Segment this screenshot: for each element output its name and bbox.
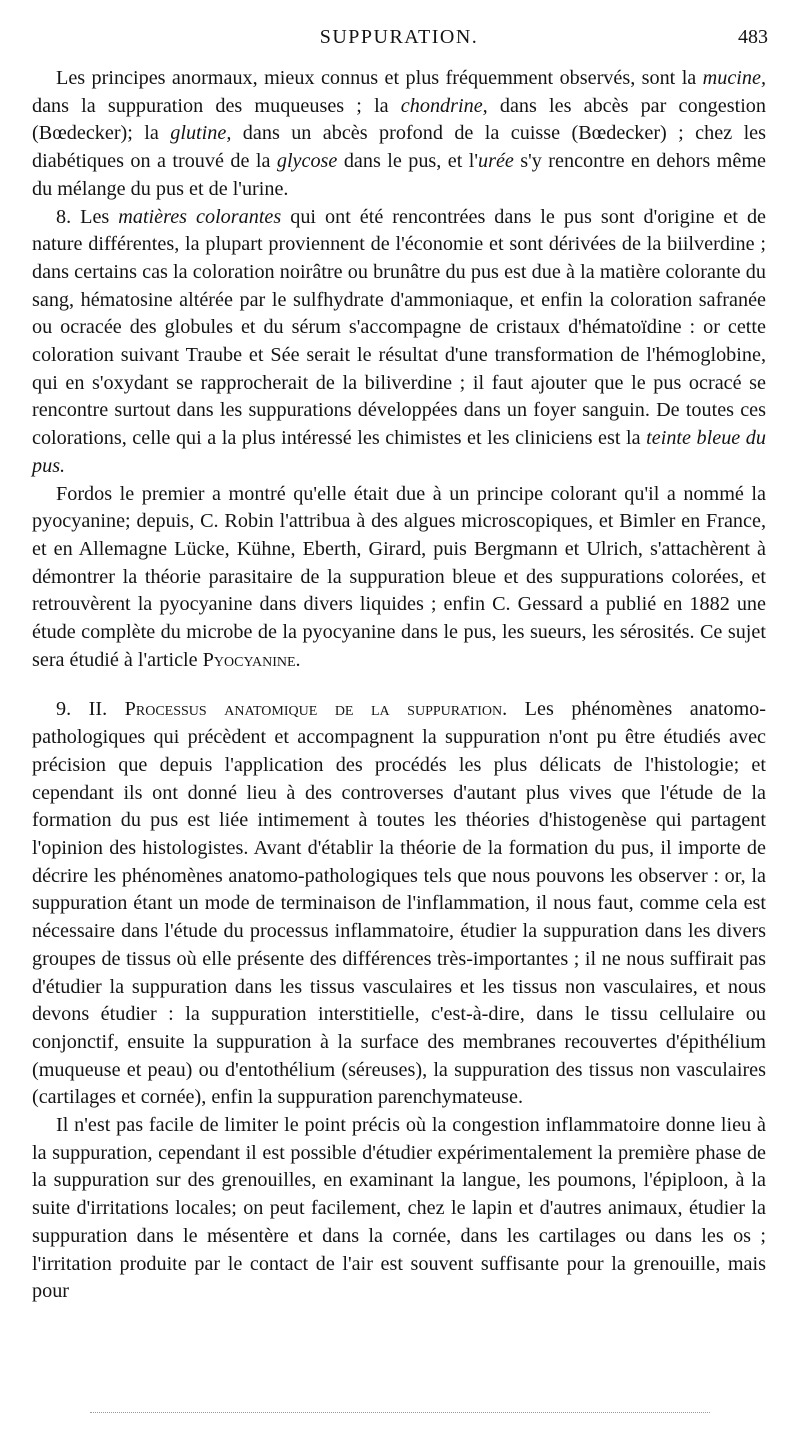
term-glycose: glycose: [276, 150, 338, 173]
paragraph-experimental-study: Il n'est pas facile de limiter le point précis où la congestion inflammatoire donne lieu à la suppuration, cependant il est possible d'étudier expérimentalement la première phase de la suppuration sur des grenouilles, en examinant la langue, les poumons, l'épiploon, à la suite d'irritations locales; on peut facilement, chez le lapin et d'autres animaux, étudier la suppuration dans le mésentère et dans la cornée, dans les cartilages ou dans les os ; l'irritation produite par le contact de l'air est souvent suffisante pour la grenouille, mais pour: [32, 1114, 766, 1303]
section-heading-processus-anatomique: Processus anatomique de la suppuration.: [124, 698, 508, 721]
paragraph-pyocyanine: Fordos le premier a montré qu'elle était due à un principe colorant qu'il a nommé la pyocyanine; depuis, C. Robin l'attribua à des algues microscopiques, et Bimler en France, et en Allemagne Lücke, Kühne, Eberth, Girard, puis Bergmann et Ulrich, s'attachèrent à démontrer la théorie parasitaire de la suppuration bleue et des suppurations colorées, et retrouvèrent la pyocyanine dans divers liquides ; enfin C. Gessard a publié en 1882 une étude complète du microbe de la pyocyanine dans le pus, les sueurs, les sérosités. Ce sujet sera étudié à l'article Pyocyanine.: [32, 482, 766, 671]
running-title: SUPPURATION.: [319, 26, 479, 48]
page-number: 483: [738, 26, 768, 48]
term-glutine: glutine,: [170, 122, 232, 145]
paragraph-anatomical-process: 9. II. Processus anatomique de la suppuration. Les phénomènes anatomo-pathologiques qui précèdent et accompagnent la suppuration n'ont pu être étudiés avec précision que depuis l'application des procédés les plus délicats de l'histologie; et cependant ils ont donné lieu à des controverses d'autant plus vives que l'étude de la formation du pus est liée intimement à toutes les théories d'histogenèse qui partagent l'opinion des histologistes. Avant d'établir la théorie de la formation du pus, il importe de décrire les phénomènes anatomo-pathologiques tels que nous pouvons les observer : or, la suppuration étant un mode de terminaison de l'inflammation, il nous faut, comme cela est nécessaire dans l'étude du processus inflammatoire, étudier la suppuration dans les divers groupes de tissus où elle présente des différences très-importantes ; il ne nous suffirait pas d'étudier la suppuration dans les tissus vasculaires et les tissus non vasculaires, et nous devons étudier : la suppuration interstitielle, c'est-à-dire, dans le tissu cellulaire ou conjonctif, ensuite la suppuration à la surface des membranes recouvertes d'épithélium (muqueuse et peau) ou d'entothélium (séreuses), la suppuration des tissus non vasculaires (cartilages et cornée), enfin la suppuration parenchymateuse.: [32, 698, 766, 1109]
term-teinte-bleue: teinte bleue du pus.: [32, 427, 766, 477]
body-text: [32, 65, 766, 1306]
term-chondrine: chondrine,: [400, 94, 488, 117]
paragraph-abnormal-principles: Les principes anormaux, mieux connus et plus fréquemment observés, sont la mucine, dans la suppuration des muqueuses ; la chondrine, dans les abcès par congestion (Bœdecker); la glutine, dans un abcès profond de la cuisse (Bœdecker) ; chez les diabétiques on a trouvé de la glycose dans le pus, et l'urée s'y rencontre en dehors même du mélange du pus et de l'urine.: [32, 67, 767, 200]
cross-reference-pyocyanine: Pyocyanine: [202, 648, 296, 671]
term-uree: urée: [478, 150, 514, 173]
term-mucine: mucine,: [702, 67, 766, 89]
page-header: [30, 26, 768, 56]
paragraph-coloring-matters: 8. Les matières colorantes qui ont été rencontrées dans le pus sont d'origine et de nature différentes, la plupart proviennent de l'économie et sont dérivées de la biilverdine ; dans certains cas la coloration noirâtre ou brunâtre du pus est due à la matière colorante du sang, hématosine altérée par le sulfhydrate d'ammoniaque, et enfin la coloration safranée ou ocracée des globules et du sérum s'accompagne de cristaux d'hématoïdine : or cette coloration suivant Traube et Sée serait le résultat d'une transformation de l'hémoglobine, qui en s'oxydant se rapprocherait de la biliverdine ; il faut ajouter que le pus ocracé se rencontre surtout dans les suppurations développées dans un foyer sanguin. De toutes ces colorations, celle qui a la plus intéressé les chimistes et les cliniciens est la teinte bleue du pus.: [32, 205, 766, 477]
term-matieres-colorantes: matières colorantes: [118, 205, 282, 228]
footer-dotted-rule: [90, 1412, 710, 1413]
